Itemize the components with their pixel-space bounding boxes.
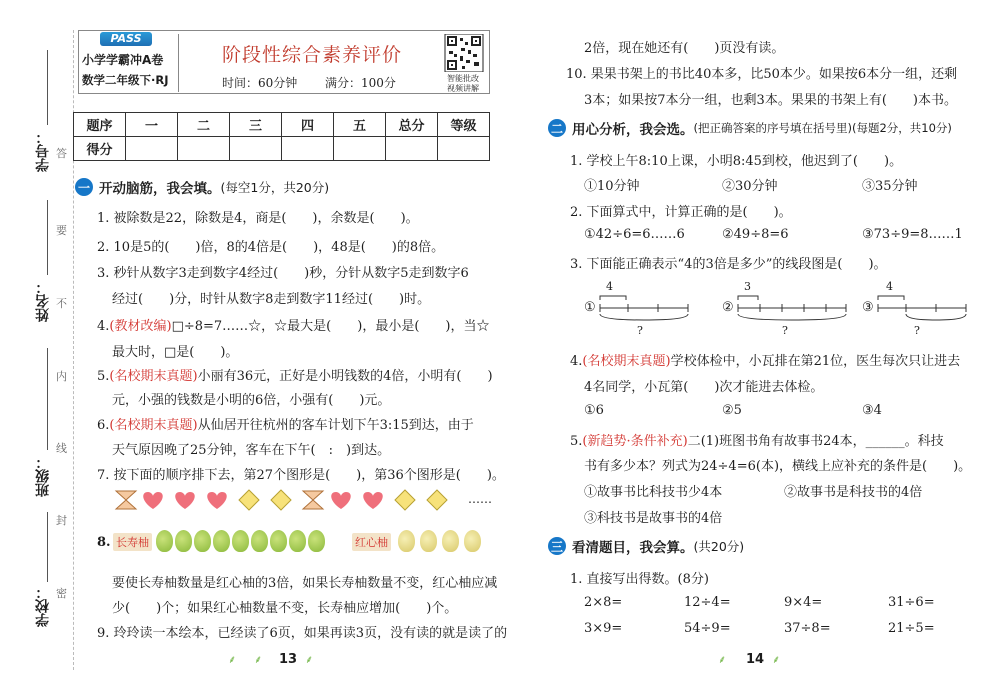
pomelo-icon (289, 530, 306, 552)
segment-label: 4 (606, 280, 613, 293)
question-line (97, 315, 489, 334)
sprout-icon: ⸙ (772, 653, 781, 666)
question-text: □÷8=7……☆，☆最大是( )，最小是( )，当☆ (171, 319, 490, 334)
pomelo-label-long-life: 长寿柚 (113, 533, 152, 551)
question-text: 二(1)班图书角有故事书24本，______。科技 (687, 434, 944, 449)
section-1-heading (75, 177, 329, 197)
pomelo-icon (270, 530, 287, 552)
question-text: 从仙居开往杭州的客车计划下午3:15到达，由于 (197, 418, 474, 433)
heart-icon (363, 492, 382, 509)
seal-char: 不 (56, 297, 67, 310)
school-label: 学校： (35, 585, 51, 627)
score-table (73, 112, 490, 161)
question-line: 1. 学校上午8:10上课，小明8:45到校，他迟到了( )。 (570, 154, 903, 169)
diamond-icon (395, 490, 415, 510)
question-line: 9. 玲玲读一本绘本，已经读了6页，如果再读3页，没有读的就是读了的 (97, 626, 508, 641)
segment-question: ? (782, 324, 788, 337)
score-table-cell: 五 (334, 113, 386, 137)
seal-char: 线 (56, 442, 67, 455)
score-table-cell: 四 (282, 113, 334, 137)
exam-title: 阶段性综合素养评价 (222, 44, 403, 66)
section-3-heading (548, 536, 744, 556)
class-line (47, 348, 48, 450)
segment-diagram[interactable] (722, 280, 842, 340)
question-line (570, 430, 944, 449)
name-line (47, 200, 48, 275)
question-number: 8. (97, 535, 111, 550)
question-number: 5. (570, 434, 583, 449)
question-tag: (新趋势·条件补充) (582, 434, 688, 449)
option-marker: ① (584, 300, 596, 315)
series-name: 小学学霸冲A卷 (82, 53, 164, 67)
question-line: 要使长寿柚数量是红心柚的3倍，如果长寿柚数量不变，红心柚应减 (112, 576, 498, 591)
pomelo-icon (213, 530, 230, 552)
pomelo-icon (251, 530, 268, 552)
score-table-cell: 总分 (386, 113, 438, 137)
section-title: 用心分析，我会选。 (572, 122, 694, 138)
diamond-icon (271, 490, 291, 510)
seal-char: 密 (56, 587, 67, 600)
calc-item[interactable]: 54÷9= (684, 621, 731, 636)
section-score: (共20分) (693, 539, 745, 554)
score-table-cell: 得分 (74, 137, 126, 161)
brand-logo: PASS (100, 32, 152, 46)
section-number-badge: 一 (75, 178, 93, 196)
qr-code-icon (440, 34, 488, 72)
score-table-cell: 等级 (438, 113, 490, 137)
score-table-cell: 题序 (74, 113, 126, 137)
pomelo-icon (308, 530, 325, 552)
question-tag: (名校期末真题) (582, 354, 671, 369)
pomelo-icon (442, 530, 459, 552)
qr-caption-2: 视频讲解 (447, 84, 479, 93)
segment-label: 3 (744, 280, 751, 293)
calc-item[interactable]: 37÷8= (784, 621, 831, 636)
sequence-ellipsis: …… (468, 492, 492, 506)
name-label: 姓名： (35, 280, 51, 322)
shape-sequence (113, 489, 493, 515)
question-line: 4名同学，小瓦第( )次才能进去体检。 (584, 380, 824, 395)
option[interactable]: ②故事书是科技书的4倍 (784, 485, 923, 500)
score-table-cell: 二 (178, 113, 230, 137)
question-number: 6. (97, 418, 110, 433)
score-input-cell[interactable] (126, 137, 178, 161)
sprout-icon: ⸙ (254, 653, 263, 666)
pomelo-icon (194, 530, 211, 552)
grade-label: 数学二年级下·RJ (82, 73, 169, 87)
qr-caption-1: 智能批改 (447, 74, 479, 83)
question-line: 2. 10是5的( )倍，8的4倍是( )，48是( )的8倍。 (97, 240, 445, 255)
seal-char: 内 (56, 370, 67, 383)
page-number: 14 (746, 652, 765, 667)
question-line: 3本；如果按7本分一组，也剩3本。果果的书架上有( )本书。 (584, 93, 957, 108)
page-number: 13 (279, 652, 298, 667)
segment-question: ? (914, 324, 920, 337)
pomelo-icon (420, 530, 437, 552)
question-number: 4. (570, 354, 583, 369)
pomelo-label-red-heart: 红心柚 (352, 533, 391, 551)
exam-full-score: 满分：100分 (325, 76, 396, 90)
score-table-header-row (74, 113, 490, 137)
id-label: 学号： (35, 130, 51, 172)
header-divider (178, 34, 179, 92)
option[interactable]: ②30分钟 (722, 179, 778, 194)
pomelo-icon (156, 530, 173, 552)
score-table-score-row (74, 137, 490, 161)
segment-question: ? (637, 324, 643, 337)
question-line (570, 350, 960, 369)
calc-item[interactable]: 9×4= (784, 595, 823, 610)
question-line: 10. 果果书架上的书比40本多，比50本少。如果按6本分一组，还剩 (566, 67, 958, 82)
option-marker: ② (722, 300, 734, 315)
pomelo-icon (232, 530, 249, 552)
option[interactable]: ②5 (722, 403, 742, 418)
pomelo-icon (464, 530, 481, 552)
question-line: 经过( )分，时针从数字8走到数字11经过( )时。 (112, 292, 431, 307)
question-line: 少( )个；如果红心柚数量不变，长寿柚应增加( )个。 (112, 601, 458, 616)
option[interactable]: ①42÷6=6……6 (584, 227, 685, 242)
question-line: 天气原因晚了25分钟，客车在下午( : )到达。 (112, 443, 391, 458)
section-2-heading (548, 118, 952, 138)
school-line (47, 512, 48, 582)
question-text: 小丽有36元，正好是小明钱数的4倍，小明有( ) (197, 369, 493, 384)
option[interactable]: ①故事书比科技书少4本 (584, 485, 723, 500)
calc-item[interactable]: 3×9= (584, 621, 623, 636)
hourglass-icon (116, 491, 136, 509)
score-input-cell[interactable] (178, 137, 230, 161)
score-input-cell[interactable] (386, 137, 438, 161)
question-line: 元，小强的钱数是小明的6倍，小强有( )元。 (112, 393, 391, 408)
question-text: 学校体检中，小瓦排在第21位，医生每次只让进去 (670, 354, 961, 369)
calc-item[interactable]: 12÷4= (684, 595, 731, 610)
calc-item[interactable]: 31÷6= (888, 595, 935, 610)
section-number-badge: 二 (548, 119, 566, 137)
section-title: 看清题目，我会算。 (572, 540, 694, 556)
hourglass-icon (303, 491, 323, 509)
option[interactable]: ③4 (862, 403, 882, 418)
score-table-cell: 三 (230, 113, 282, 137)
id-line (47, 50, 48, 125)
question-line: 1. 被除数是22，除数是4，商是( )，余数是( )。 (97, 211, 419, 226)
question-tag: (教材改编) (109, 319, 172, 334)
heart-icon (207, 492, 226, 509)
diamond-icon (239, 490, 259, 510)
question-line: 3. 下面能正确表示“4的3倍是多少”的线段图是( )。 (570, 257, 887, 272)
seal-char: 答 (56, 147, 67, 160)
section-title: 开动脑筋，我会填。 (99, 181, 221, 197)
question-line: 3. 秒针从数字3走到数字4经过( )秒，分针从数字5走到数字6 (97, 266, 469, 281)
sprout-icon: ⸙ (305, 653, 314, 666)
option[interactable]: ①6 (584, 403, 604, 418)
sprout-icon: ⸙ (718, 653, 727, 666)
heart-icon (143, 492, 162, 509)
question-line: 最大时，□是( )。 (112, 345, 239, 360)
pomelo-icon (175, 530, 192, 552)
sprout-icon: ⸙ (228, 653, 237, 666)
score-input-cell[interactable] (230, 137, 282, 161)
option[interactable]: ①10分钟 (584, 179, 640, 194)
section-score: (每空1分，共20分) (220, 180, 330, 195)
option[interactable]: ②49÷8=6 (722, 227, 789, 242)
option-marker: ③ (862, 300, 874, 315)
option[interactable]: ③科技书是故事书的4倍 (584, 511, 723, 526)
option[interactable]: ③73÷9=8……1 (862, 227, 963, 242)
question-line: 书有多少本？列式为24÷4=6(本)，横线上应补充的条件是( )。 (584, 459, 972, 474)
segment-diagram[interactable] (862, 280, 982, 340)
question-line: 2倍，现在她还有( )页没有读。 (584, 41, 785, 56)
question-line: 7. 按下面的顺序排下去，第27个图形是( )，第36个图形是( )。 (97, 468, 505, 483)
segment-diagram[interactable] (584, 280, 704, 340)
question-tag: (名校期末真题) (109, 418, 198, 433)
question-number: 5. (97, 369, 110, 384)
pomelo-icon (398, 530, 415, 552)
heart-icon (331, 492, 350, 509)
diamond-icon (427, 490, 447, 510)
score-table-cell: 一 (126, 113, 178, 137)
option[interactable]: ③35分钟 (862, 179, 918, 194)
question-line (97, 414, 474, 433)
question-tag: (名校期末真题) (109, 369, 198, 384)
segment-label: 4 (886, 280, 893, 293)
score-input-cell[interactable] (282, 137, 334, 161)
calc-item[interactable]: 2×8= (584, 595, 623, 610)
section-score: (把正确答案的序号填在括号里)(每题2分，共10分) (693, 121, 952, 135)
score-input-cell[interactable] (438, 137, 490, 161)
section-number-badge: 三 (548, 537, 566, 555)
score-input-cell[interactable] (334, 137, 386, 161)
question-line: 1. 直接写出得数。(8分) (570, 572, 709, 587)
class-label: 班级： (35, 455, 51, 497)
seal-char: 要 (56, 224, 67, 237)
calc-item[interactable]: 21÷5= (888, 621, 935, 636)
question-line (97, 365, 493, 384)
heart-icon (175, 492, 194, 509)
question-number: 4. (97, 319, 110, 334)
question-line: 2. 下面算式中，计算正确的是( )。 (570, 205, 792, 220)
seal-char: 封 (56, 514, 67, 527)
exam-time: 时间：60分钟 (222, 76, 298, 90)
